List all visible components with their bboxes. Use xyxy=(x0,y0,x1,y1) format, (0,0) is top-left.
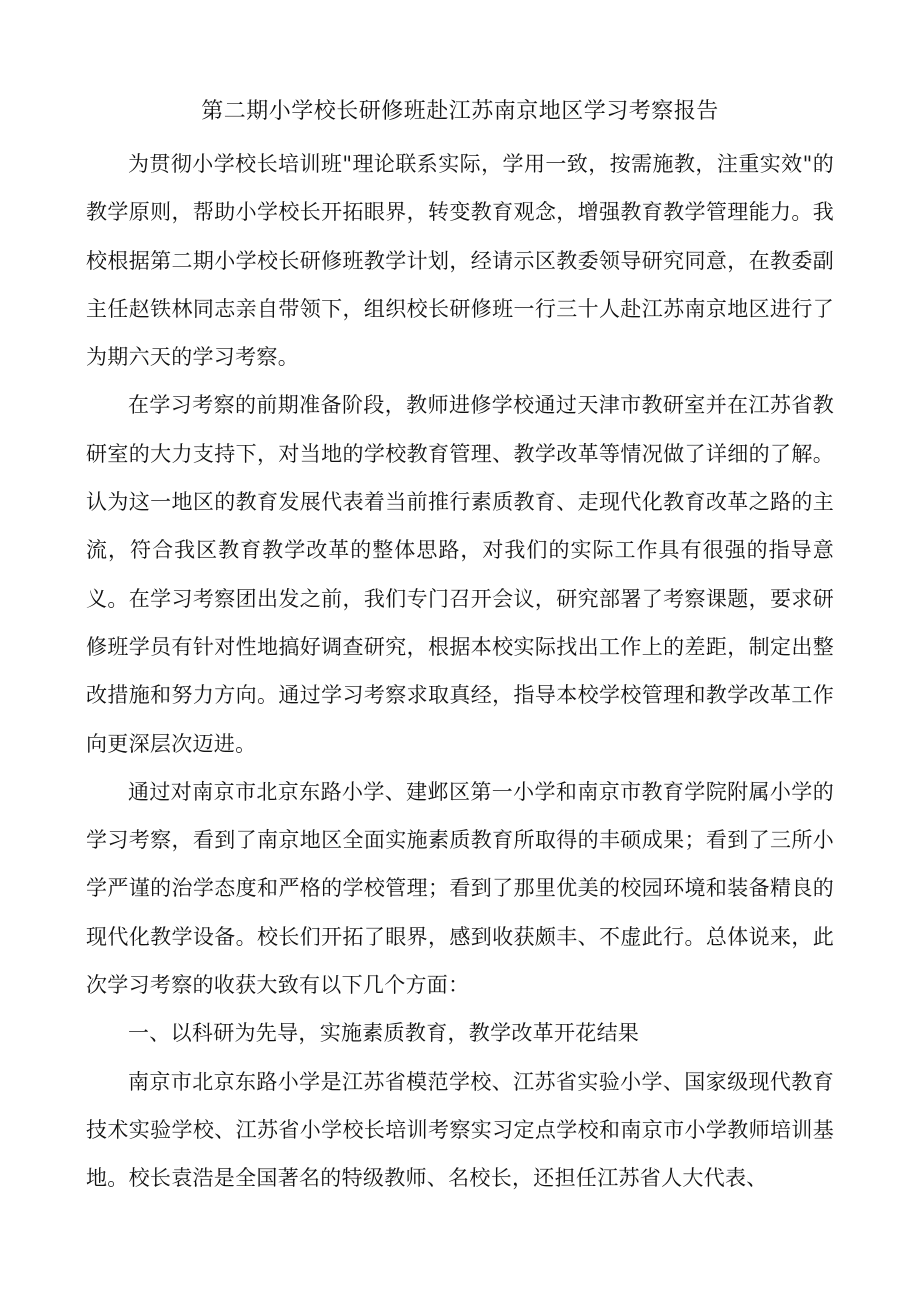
paragraph-school-description: 南京市北京东路小学是江苏省模范学校、江苏省实验小学、国家级现代教育技术实验学校、江苏省小学校长培训考察实习定点学校和南京市小学教师培训基地。校长袁浩是全国著名的特级教师、名校长，还担任江苏省人大代表、 xyxy=(86,1069,834,1191)
paragraph-intro: 为贯彻小学校长培训班"理论联系实际，学用一致，按需施教，注重实效"的教学原则，帮助小学校长开拓眼界，转变教育观念，增强教育教学管理能力。我校根据第二期小学校长研修班教学计划，经请示区教委领导研究同意，在教委副主任赵铁林同志亲自带领下，组织校长研修班一行三十人赴江苏南京地区进行了为期六天的学习考察。 xyxy=(86,152,834,370)
paragraph-preparation: 在学习考察的前期准备阶段，教师进修学校通过天津市教研室并在江苏省教研室的大力支持下，对当地的学校教育管理、教学改革等情况做了详细的了解。认为这一地区的教育发展代表着当前推行素质教育、走现代化教育改革之路的主流，符合我区教育教学改革的整体思路，对我们的实际工作具有很强的指导意义。在学习考察团出发之前，我们专门召开会议，研究部署了考察课题，要求研修班学员有针对性地搞好调查研究，根据本校实际找出工作上的差距，制定出整改措施和努力方向。通过学习考察求取真经，指导本校学校管理和教学改革工作向更深层次迈进。 xyxy=(86,393,834,756)
paragraph-observations: 通过对南京市北京东路小学、建邺区第一小学和南京市教育学院附属小学的学习考察，看到了南京地区全面实施素质教育所取得的丰硕成果；看到了三所小学严谨的治学态度和严格的学校管理；看到了那里优美的校园环境和装备精良的现代化教学设备。校长们开拓了眼界，感到收获颇丰、不虚此行。总体说来，此次学习考察的收获大致有以下几个方面： xyxy=(86,779,834,998)
document-body xyxy=(86,140,834,1203)
document-title: 第二期小学校长研修班赴江苏南京地区学习考察报告 xyxy=(201,99,719,124)
section-heading-1: 一、以科研为先导，实施素质教育，教学改革开花结果 xyxy=(128,1021,640,1046)
